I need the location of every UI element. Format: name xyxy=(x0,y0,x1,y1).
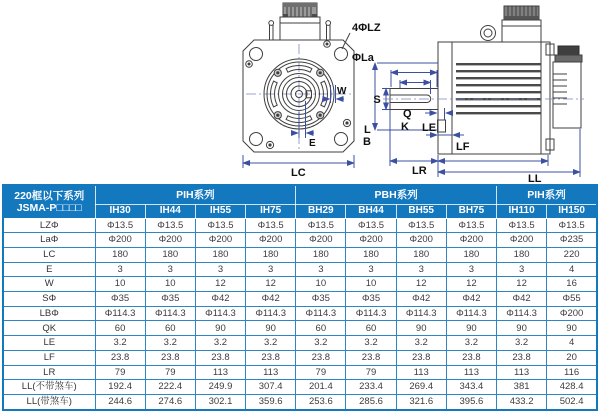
table-cell: 180 xyxy=(396,247,446,262)
spec-table xyxy=(2,184,598,411)
table-cell: 3.2 xyxy=(195,336,245,351)
model-header: BH44 xyxy=(346,204,396,218)
dim-e xyxy=(291,101,316,149)
table-cell: 180 xyxy=(296,247,346,262)
table-cell: 395.6 xyxy=(446,394,496,410)
table-cell: Φ114.3 xyxy=(346,306,396,321)
table-cell: 4 xyxy=(547,262,597,277)
table-cell: 3.2 xyxy=(95,336,145,351)
table-cell: 3.2 xyxy=(346,336,396,351)
table-cell: 23.8 xyxy=(246,350,296,365)
table-cell: 12 xyxy=(497,277,547,292)
table-cell: 359.6 xyxy=(246,394,296,410)
table-cell: 3 xyxy=(497,262,547,277)
table-cell: 244.6 xyxy=(95,394,145,410)
model-header: IH75 xyxy=(246,204,296,218)
front-view xyxy=(243,3,381,179)
table-cell: 3 xyxy=(396,262,446,277)
dim-label-la: ΦLa xyxy=(352,52,374,64)
table-row xyxy=(3,233,597,248)
table-cell: 502.4 xyxy=(547,394,597,410)
table-cell: 428.4 xyxy=(547,380,597,395)
table-cell: 16 xyxy=(547,277,597,292)
table-cell: 3 xyxy=(195,262,245,277)
table-cell: 79 xyxy=(346,365,396,380)
table-cell: 23.8 xyxy=(396,350,446,365)
model-header: IH55 xyxy=(195,204,245,218)
motor-dimension-drawing xyxy=(0,0,600,184)
table-cell: 113 xyxy=(497,365,547,380)
table-cell: 285.6 xyxy=(346,394,396,410)
row-label: E xyxy=(3,262,95,277)
table-cell: 381 xyxy=(497,380,547,395)
table-cell: Φ35 xyxy=(95,292,145,307)
table-row xyxy=(3,336,597,351)
table-cell: 10 xyxy=(95,277,145,292)
table-cell: 90 xyxy=(497,321,547,336)
table-cell: 201.4 xyxy=(296,380,346,395)
table-cell: 90 xyxy=(547,321,597,336)
table-cell: 12 xyxy=(396,277,446,292)
table-cell: 113 xyxy=(195,365,245,380)
dim-label-ll: LL xyxy=(528,173,542,184)
table-cell: 222.4 xyxy=(145,380,195,395)
table-cell: 113 xyxy=(246,365,296,380)
table-cell: 343.4 xyxy=(446,380,496,395)
model-header: BH55 xyxy=(396,204,446,218)
table-cell: Φ42 xyxy=(195,292,245,307)
table-cell: 192.4 xyxy=(95,380,145,395)
table-cell: 10 xyxy=(296,277,346,292)
table-cell: 321.6 xyxy=(396,394,446,410)
table-row xyxy=(3,321,597,336)
table-cell: Φ200 xyxy=(446,233,496,248)
table-cell: 220 xyxy=(547,247,597,262)
row-label: LZΦ xyxy=(3,218,95,233)
dim-label-q: Q xyxy=(403,108,412,120)
table-cell: 23.8 xyxy=(95,350,145,365)
table-cell: Φ200 xyxy=(497,233,547,248)
table-cell: Φ114.3 xyxy=(396,306,446,321)
table-cell: 180 xyxy=(145,247,195,262)
table-cell: 113 xyxy=(396,365,446,380)
table-cell: 3 xyxy=(246,262,296,277)
table-cell: 116 xyxy=(547,365,597,380)
table-cell: Φ114.3 xyxy=(446,306,496,321)
dim-label-le: LE xyxy=(422,122,437,134)
spec-table-container xyxy=(2,184,598,411)
table-cell: 3 xyxy=(95,262,145,277)
row-label: W xyxy=(3,277,95,292)
table-cell: 90 xyxy=(246,321,296,336)
table-cell: Φ13.5 xyxy=(446,218,496,233)
table-cell: 60 xyxy=(346,321,396,336)
row-label: LaΦ xyxy=(3,233,95,248)
table-cell: 10 xyxy=(145,277,195,292)
table-cell: Φ35 xyxy=(145,292,195,307)
table-cell: Φ200 xyxy=(95,233,145,248)
table-row xyxy=(3,365,597,380)
table-cell: 23.8 xyxy=(446,350,496,365)
table-cell: Φ200 xyxy=(396,233,446,248)
row-label: QK xyxy=(3,321,95,336)
row-label: LBΦ xyxy=(3,306,95,321)
table-row xyxy=(3,380,597,395)
table-cell: Φ200 xyxy=(547,306,597,321)
model-header: BH75 xyxy=(446,204,496,218)
table-cell: 23.8 xyxy=(195,350,245,365)
model-header: IH110 xyxy=(497,204,547,218)
row-label: LC xyxy=(3,247,95,262)
table-cell: 180 xyxy=(95,247,145,262)
table-row xyxy=(3,350,597,365)
table-cell: Φ200 xyxy=(246,233,296,248)
table-cell: 233.4 xyxy=(346,380,396,395)
table-cell: 180 xyxy=(195,247,245,262)
row-label: LE xyxy=(3,336,95,351)
table-row xyxy=(3,292,597,307)
dim-label-k: K xyxy=(401,121,409,133)
table-cell: 249.9 xyxy=(195,380,245,395)
table-cell: 79 xyxy=(145,365,195,380)
table-cell: 253.6 xyxy=(296,394,346,410)
table-cell: 79 xyxy=(296,365,346,380)
table-cell: Φ13.5 xyxy=(246,218,296,233)
table-cell: 269.4 xyxy=(396,380,446,395)
table-cell: 433.2 xyxy=(497,394,547,410)
dim-label-lr: LR xyxy=(412,165,427,177)
table-cell: 307.4 xyxy=(246,380,296,395)
table-cell: Φ42 xyxy=(446,292,496,307)
table-cell: 60 xyxy=(145,321,195,336)
table-cell: 90 xyxy=(195,321,245,336)
table-cell: 12 xyxy=(195,277,245,292)
table-row xyxy=(3,262,597,277)
table-cell: Φ13.5 xyxy=(95,218,145,233)
table-cell: 3 xyxy=(296,262,346,277)
side-view xyxy=(352,6,584,184)
table-cell: Φ35 xyxy=(296,292,346,307)
table-cell: Φ200 xyxy=(296,233,346,248)
table-cell: Φ13.5 xyxy=(195,218,245,233)
dim-lc xyxy=(243,155,354,179)
table-row xyxy=(3,247,597,262)
table-row xyxy=(3,218,597,233)
table-cell: 12 xyxy=(246,277,296,292)
model-header: BH29 xyxy=(296,204,346,218)
table-cell: Φ13.5 xyxy=(396,218,446,233)
table-cell: Φ35 xyxy=(346,292,396,307)
table-cell: Φ114.3 xyxy=(497,306,547,321)
table-corner-label: 220框以下系列 JSMA-P□□□□ xyxy=(3,185,95,218)
series-header: PIH系列 xyxy=(497,185,598,204)
table-cell: 3 xyxy=(346,262,396,277)
table-cell: Φ114.3 xyxy=(145,306,195,321)
table-cell: 3 xyxy=(446,262,496,277)
table-cell: Φ13.5 xyxy=(497,218,547,233)
table-cell: 90 xyxy=(396,321,446,336)
table-cell: Φ235 xyxy=(547,233,597,248)
table-cell: 180 xyxy=(497,247,547,262)
table-cell: Φ114.3 xyxy=(246,306,296,321)
table-cell: 274.6 xyxy=(145,394,195,410)
table-cell: Φ42 xyxy=(396,292,446,307)
table-cell: 3.2 xyxy=(246,336,296,351)
table-cell: 3.2 xyxy=(145,336,195,351)
model-header: IH30 xyxy=(95,204,145,218)
table-cell: 3.2 xyxy=(296,336,346,351)
table-cell: Φ200 xyxy=(195,233,245,248)
table-cell: Φ200 xyxy=(346,233,396,248)
dim-label-lf: LF xyxy=(456,141,470,153)
dim-label-s: S xyxy=(373,94,381,106)
table-cell: 4 xyxy=(547,336,597,351)
model-header: IH150 xyxy=(547,204,597,218)
dim-lr xyxy=(390,110,438,177)
table-row xyxy=(3,394,597,410)
table-cell: 302.1 xyxy=(195,394,245,410)
table-cell: 79 xyxy=(95,365,145,380)
table-cell: 12 xyxy=(446,277,496,292)
table-cell: 23.8 xyxy=(296,350,346,365)
row-label: LL(不带煞车) xyxy=(3,380,95,395)
row-label: LL(带煞车) xyxy=(3,394,95,410)
table-cell: 10 xyxy=(346,277,396,292)
table-cell: Φ200 xyxy=(145,233,195,248)
table-cell: 23.8 xyxy=(145,350,195,365)
row-label: SΦ xyxy=(3,292,95,307)
model-header: IH44 xyxy=(145,204,195,218)
table-cell: Φ42 xyxy=(246,292,296,307)
dim-label-w: W xyxy=(337,86,347,97)
table-cell: 20 xyxy=(547,350,597,365)
row-label: LR xyxy=(3,365,95,380)
table-cell: 3 xyxy=(145,262,195,277)
table-cell: 3.2 xyxy=(446,336,496,351)
table-cell: Φ114.3 xyxy=(296,306,346,321)
table-cell: 90 xyxy=(446,321,496,336)
table-cell: 3.2 xyxy=(396,336,446,351)
table-cell: 60 xyxy=(95,321,145,336)
table-cell: Φ42 xyxy=(497,292,547,307)
table-cell: 23.8 xyxy=(346,350,396,365)
table-cell: Φ13.5 xyxy=(296,218,346,233)
table-cell: Φ55 xyxy=(547,292,597,307)
table-cell: 23.8 xyxy=(497,350,547,365)
series-header: PIH系列 xyxy=(95,185,296,204)
table-cell: Φ13.5 xyxy=(346,218,396,233)
table-cell: 113 xyxy=(446,365,496,380)
row-label: LF xyxy=(3,350,95,365)
table-cell: 180 xyxy=(346,247,396,262)
dim-label-4lz: 4ΦLZ xyxy=(352,22,381,34)
table-row xyxy=(3,306,597,321)
table-cell: Φ114.3 xyxy=(195,306,245,321)
table-cell: Φ13.5 xyxy=(145,218,195,233)
table-cell: 180 xyxy=(246,247,296,262)
table-cell: 180 xyxy=(446,247,496,262)
table-cell: Φ13.5 xyxy=(547,218,597,233)
dim-label-lc: LC xyxy=(291,167,306,179)
dim-label-l: L xyxy=(364,124,371,136)
dim-label-b: B xyxy=(363,136,371,148)
dim-label-e: E xyxy=(309,138,316,149)
table-cell: 3.2 xyxy=(497,336,547,351)
series-header: PBH系列 xyxy=(296,185,497,204)
table-row xyxy=(3,277,597,292)
table-cell: Φ114.3 xyxy=(95,306,145,321)
table-cell: 60 xyxy=(296,321,346,336)
